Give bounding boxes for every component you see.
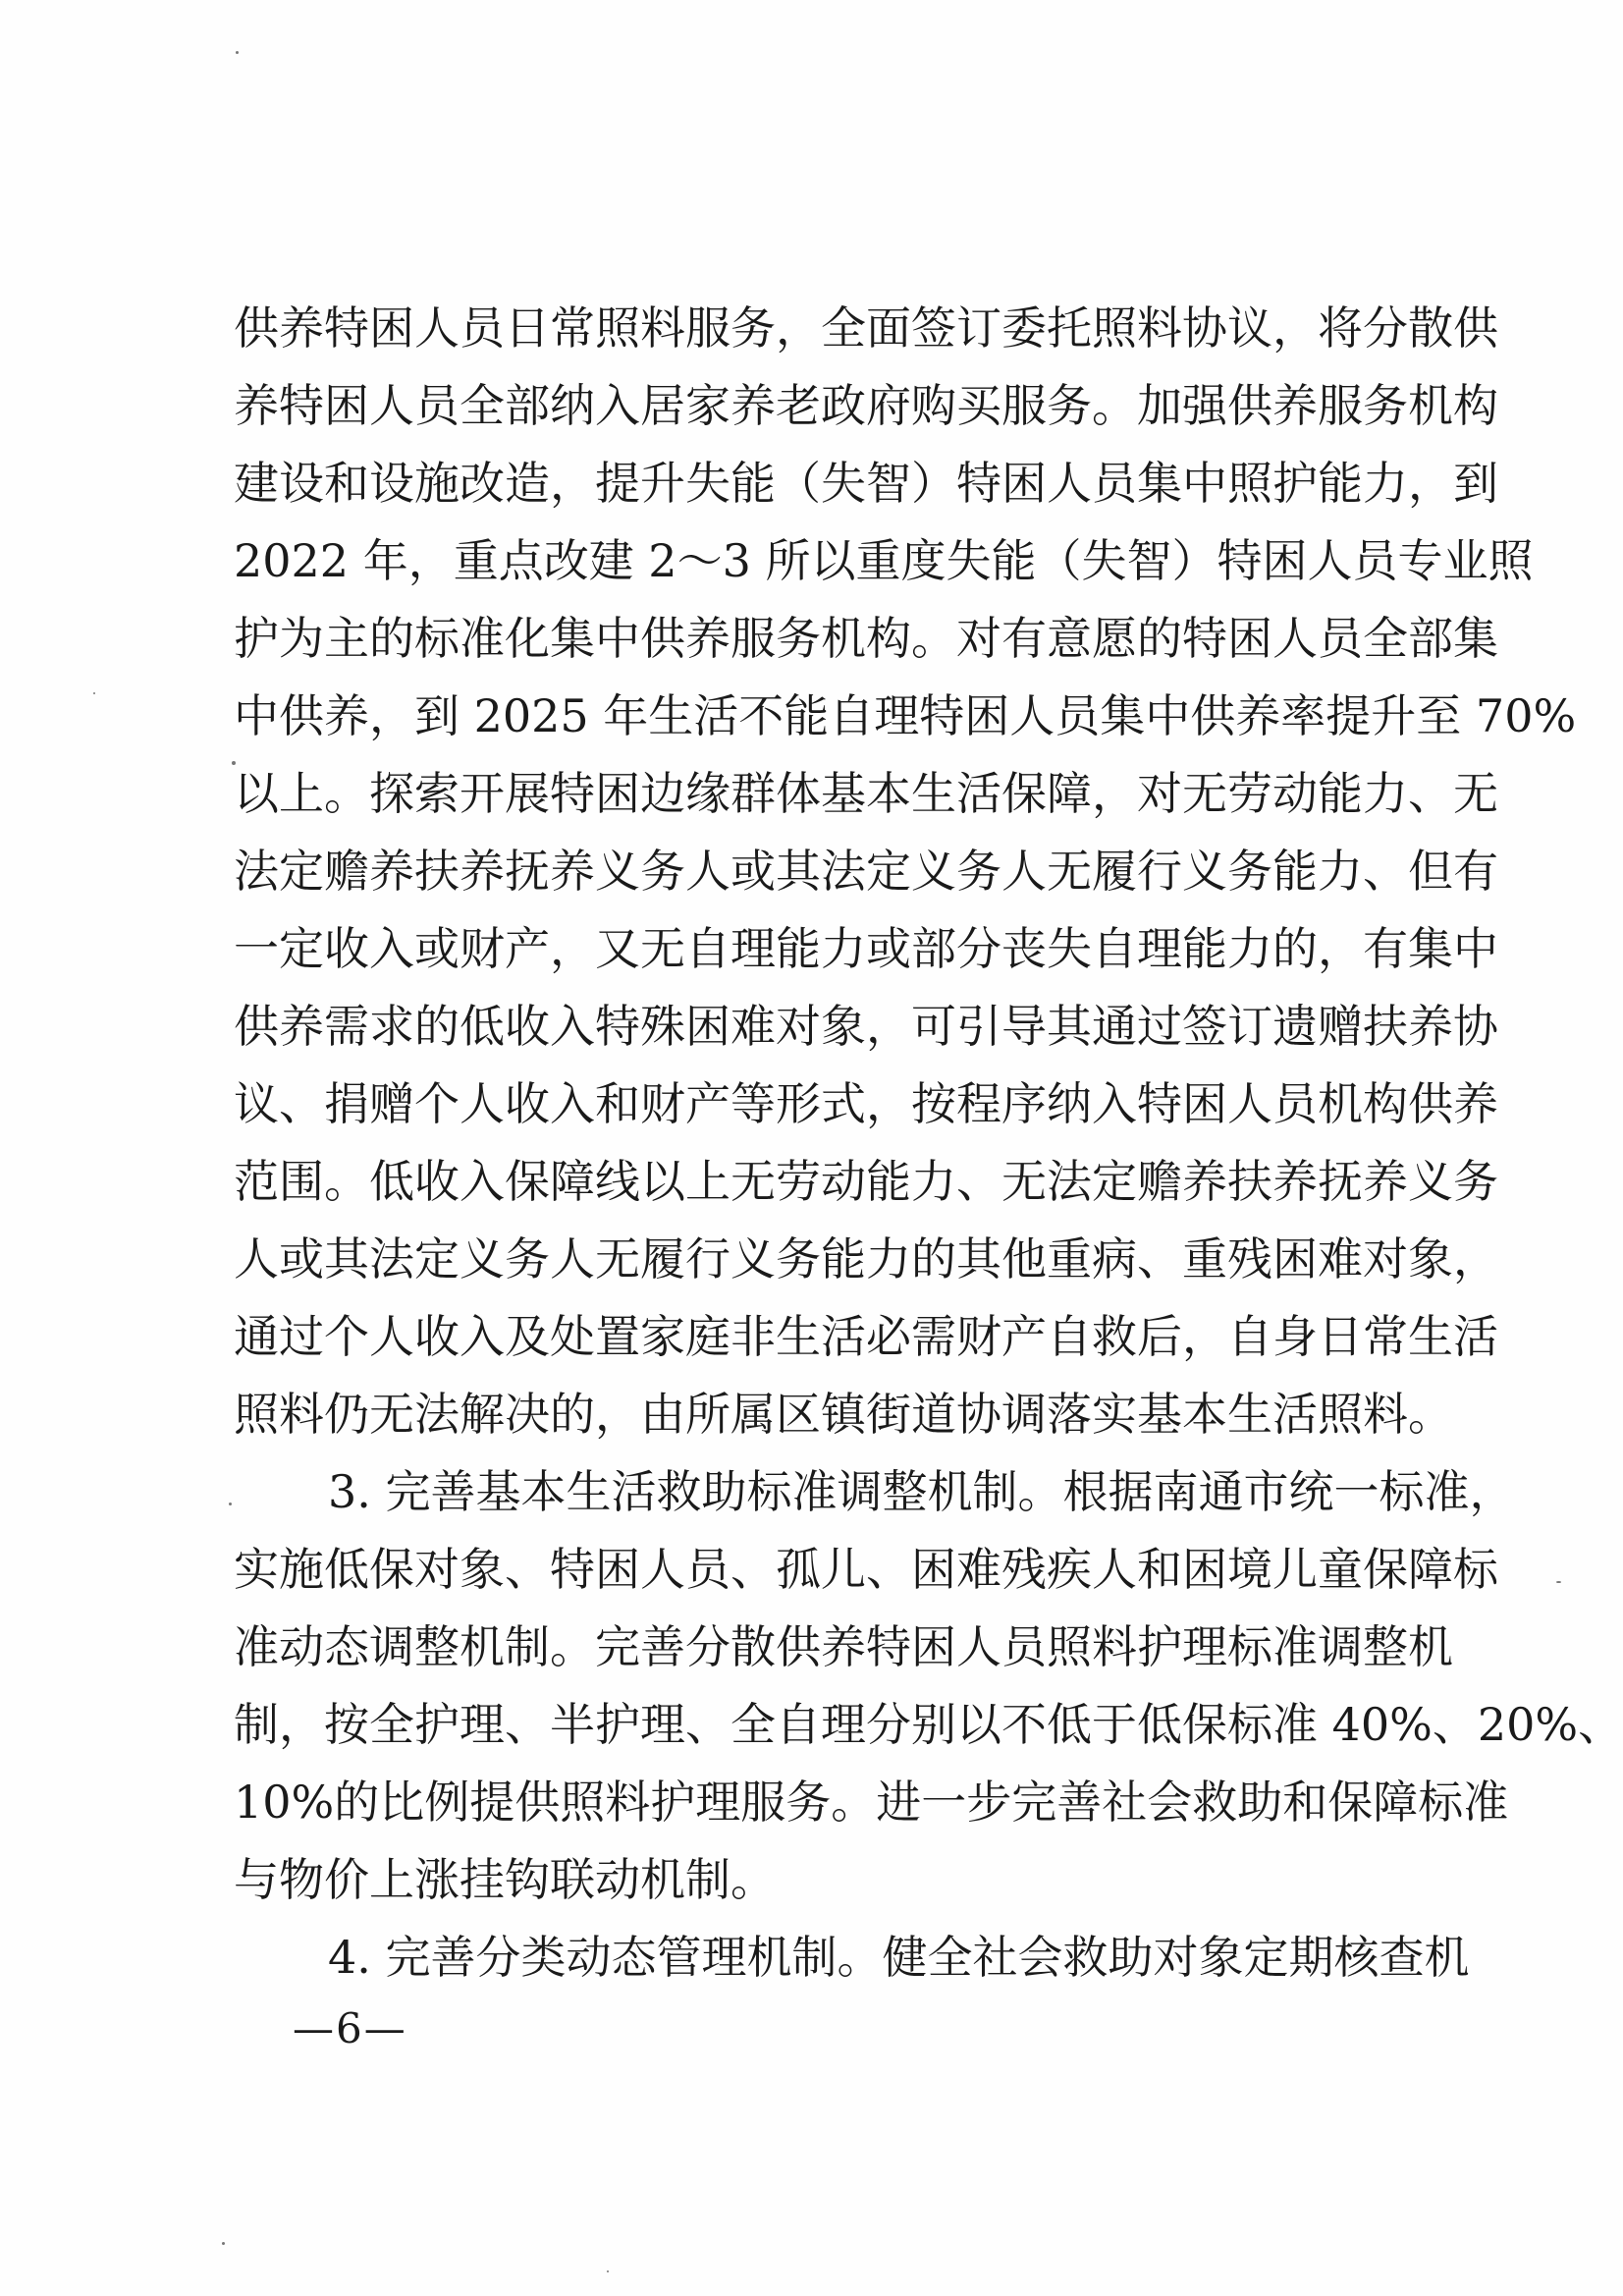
- text-line: 供养需求的低收入特殊困难对象，可引导其通过签订遗赠扶养协: [234, 1000, 1498, 1053]
- text-line: 制，按全护理、半护理、全自理分别以不低于低保标准 40%、20%、: [234, 1698, 1623, 1751]
- section-heading-line: 3. 完善基本生活救助标准调整机制。根据南通市统一标准，: [328, 1465, 1515, 1518]
- text-line: 护为主的标准化集中供养服务机构。对有意愿的特困人员全部集: [234, 612, 1498, 665]
- text-line: 通过个人收入及处置家庭非生活必需财产自救后，自身日常生活: [234, 1310, 1498, 1363]
- text-line: 中供养，到 2025 年生活不能自理特困人员集中供养率提升至 70%: [234, 689, 1577, 742]
- scan-speck: [1556, 1581, 1561, 1583]
- text-line: 实施低保对象、特困人员、孤儿、困难残疾人和困境儿童保障标: [234, 1543, 1498, 1596]
- scan-speck: [232, 761, 236, 765]
- body-text: [234, 290, 1623, 1996]
- scan-speck: [229, 1503, 232, 1505]
- text-line: 一定收入或财产，又无自理能力或部分丧失自理能力的，有集中: [234, 922, 1498, 975]
- text-line: 准动态调整机制。完善分散供养特困人员照料护理标准调整机: [234, 1620, 1453, 1673]
- text-line: 10%的比例提供照料护理服务。进一步完善社会救助和保障标准: [234, 1776, 1509, 1829]
- page-number: —6—: [293, 2004, 407, 2052]
- section-heading-line: 4. 完善分类动态管理机制。健全社会救助对象定期核查机: [328, 1931, 1470, 1984]
- text-line: 人或其法定义务人无履行义务能力的其他重病、重残困难对象，: [234, 1232, 1498, 1285]
- text-line: 以上。探索开展特困边缘群体基本生活保障，对无劳动能力、无: [234, 767, 1498, 820]
- text-line: 养特困人员全部纳入居家养老政府购买服务。加强供养服务机构: [234, 379, 1498, 432]
- text-line: 法定赡养扶养抚养义务人或其法定义务人无履行义务能力、但有: [234, 845, 1498, 898]
- scan-speck: [222, 2242, 225, 2245]
- text-line: 照料仍无法解决的，由所属区镇街道协调落实基本生活照料。: [234, 1388, 1453, 1441]
- scan-speck: [236, 51, 239, 54]
- text-line: 建设和设施改造，提升失能（失智）特困人员集中照护能力，到: [234, 457, 1498, 510]
- text-line: 议、捐赠个人收入和财产等形式，按程序纳入特困人员机构供养: [234, 1077, 1498, 1130]
- text-line: 供养特困人员日常照料服务，全面签订委托照料协议，将分散供: [234, 301, 1498, 355]
- text-line: 与物价上涨挂钩联动机制。: [234, 1853, 776, 1906]
- scan-speck: [607, 2270, 609, 2272]
- text-line: 范围。低收入保障线以上无劳动能力、无法定赡养扶养抚养义务: [234, 1155, 1498, 1208]
- scan-speck: [93, 692, 95, 694]
- text-line: 2022 年，重点改建 2～3 所以重度失能（失智）特困人员专业照: [234, 534, 1534, 587]
